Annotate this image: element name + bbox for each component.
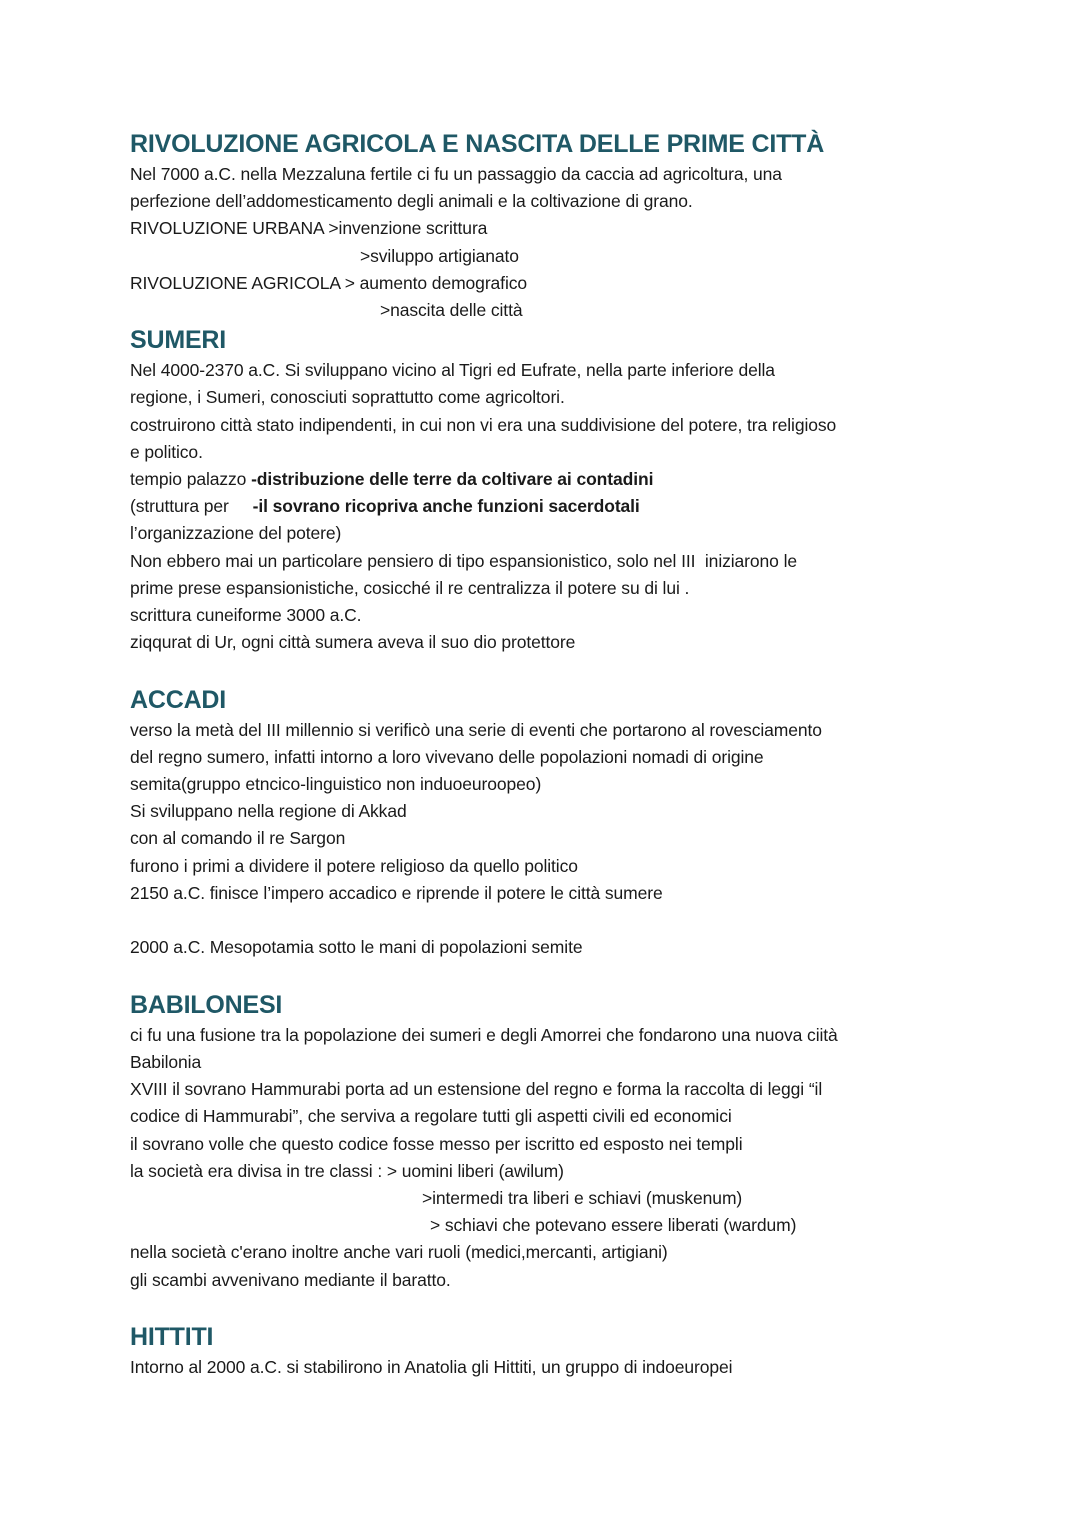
body-text: (struttura per [130,496,253,517]
text-line [130,1103,1030,1130]
text-line [130,1185,1030,1212]
body-text: del regno sumero, infatti intorno a loro vivevano delle popolazioni nomadi di origine [130,746,764,767]
text-line [130,520,1030,547]
text-line [130,880,1030,907]
text-line [130,629,1030,656]
blank-line [130,907,1030,934]
body-text: Intorno al 2000 a.C. si stabilirono in Anatolia gli Hittiti, un gruppo di indoeuropei [130,1356,733,1377]
body-text: costruirono città stato indipendenti, in cui non vi era una suddivisione del potere, tra religioso [130,414,837,435]
text-line [130,1131,1030,1158]
text-line [130,548,1030,575]
text-line [130,1076,1030,1103]
text-line [130,297,1030,324]
body-text: XVIII il sovrano Hammurabi porta ad un estensione del regno e forma la raccolta di leggi “il [130,1079,823,1100]
body-text: codice di Hammurabi”, che serviva a regolare tutti gli aspetti civili ed economici [130,1106,732,1127]
body-text: tempio palazzo [130,469,252,490]
text-line [130,934,1030,961]
body-text: Si sviluppano nella regione di Akkad [130,801,407,822]
body-text: perfezione dell’addomesticamento degli animali e la coltivazione di grano. [130,191,693,212]
section-heading-babilonesi: BABILONESI [130,990,283,1019]
text-line [130,1239,1030,1266]
text-line [130,1049,1030,1076]
section-heading-hittiti: HITTITI [130,1322,214,1351]
text-line [130,771,1030,798]
body-text: con al comando il re Sargon [130,828,346,849]
text-line [130,798,1030,825]
text-line [130,1212,1030,1239]
text-line [130,744,1030,771]
body-text: Non ebbero mai un particolare pensiero di tipo espansionistico, solo nel III iniziarono le [130,550,797,571]
text-line [130,412,1030,439]
text-line [130,853,1030,880]
text-line [130,188,1030,215]
body-text: Babilonia [130,1051,202,1072]
text-line [130,1354,1030,1381]
blank-line [130,1294,1030,1321]
text-line [130,384,1030,411]
text-line [130,825,1030,852]
text-line [130,215,1030,242]
body-text: Nel 4000-2370 a.C. Si sviluppano vicino al Tigri ed Eufrate, nella parte inferiore della [130,360,775,381]
body-text: regione, i Sumeri, conosciuti soprattutto come agricoltori. [130,387,565,408]
body-text: il sovrano volle che questo codice fosse messo per iscritto ed esposto nei templi [130,1133,743,1154]
body-text: > schiavi che potevano essere liberati (wardum) [430,1215,797,1236]
bold-text: -distribuzione delle terre da coltivare ai contadini [251,469,654,490]
body-text: semita(gruppo etncico-linguistico non induoeuroopeo) [130,774,542,795]
text-line [130,270,1030,297]
body-text: >intermedi tra liberi e schiavi (muskenum) [422,1187,743,1208]
text-line [130,466,1030,493]
text-line [130,357,1030,384]
text-line [130,1158,1030,1185]
body-text: l’organizzazione del potere) [130,523,342,544]
body-text: nella società c'erano inoltre anche vari ruoli (medici,mercanti, artigiani) [130,1242,668,1263]
text-line [130,717,1030,744]
section-heading-accadi: ACCADI [130,685,227,714]
text-line [130,602,1030,629]
body-text: ziqqurat di Ur, ogni città sumera aveva il suo dio protettore [130,632,576,653]
body-text: scrittura cuneiforme 3000 a.C. [130,605,362,626]
body-text: la società era divisa in tre classi : > uomini liberi (awilum) [130,1160,564,1181]
bold-text: -il sovrano ricopriva anche funzioni sacerdotali [252,496,640,517]
blank-line [130,961,1030,988]
body-text: prime prese espansionistiche, cosicché il re centralizza il potere su di lui . [130,577,690,598]
body-text: RIVOLUZIONE URBANA >invenzione scrittura [130,218,488,239]
text-line [130,493,1030,520]
text-line [130,575,1030,602]
text-line [130,161,1030,188]
body-text: e politico. [130,441,203,462]
blank-line [130,656,1030,683]
body-text: >sviluppo artigianato [360,245,519,266]
section-heading-sumeri: SUMERI [130,326,227,355]
text-line [130,439,1030,466]
body-text: furono i primi a dividere il potere religioso da quello politico [130,855,578,876]
page-title: RIVOLUZIONE AGRICOLA E NASCITA DELLE PRIME CITTÀ [130,130,825,158]
body-text: >nascita delle città [380,300,523,321]
text-line [130,1267,1030,1294]
document-content [130,128,1030,1381]
body-text: gli scambi avvenivano mediante il baratto. [130,1269,451,1290]
body-text: 2150 a.C. finisce l’impero accadico e riprende il potere le città sumere [130,882,663,903]
text-line [130,243,1030,270]
text-line [130,1022,1030,1049]
body-text: Nel 7000 a.C. nella Mezzaluna fertile ci fu un passaggio da caccia ad agricoltura, una [130,164,782,184]
body-text: ci fu una fusione tra la popolazione dei sumeri e degli Amorrei che fondarono una nuova ciità [130,1024,838,1045]
body-text: verso la metà del III millennio si verificò una serie di eventi che portarono al rovesciamento [130,719,822,740]
body-text: RIVOLUZIONE AGRICOLA > aumento demografico [130,272,528,293]
body-text: 2000 a.C. Mesopotamia sotto le mani di popolazioni semite [130,937,583,958]
